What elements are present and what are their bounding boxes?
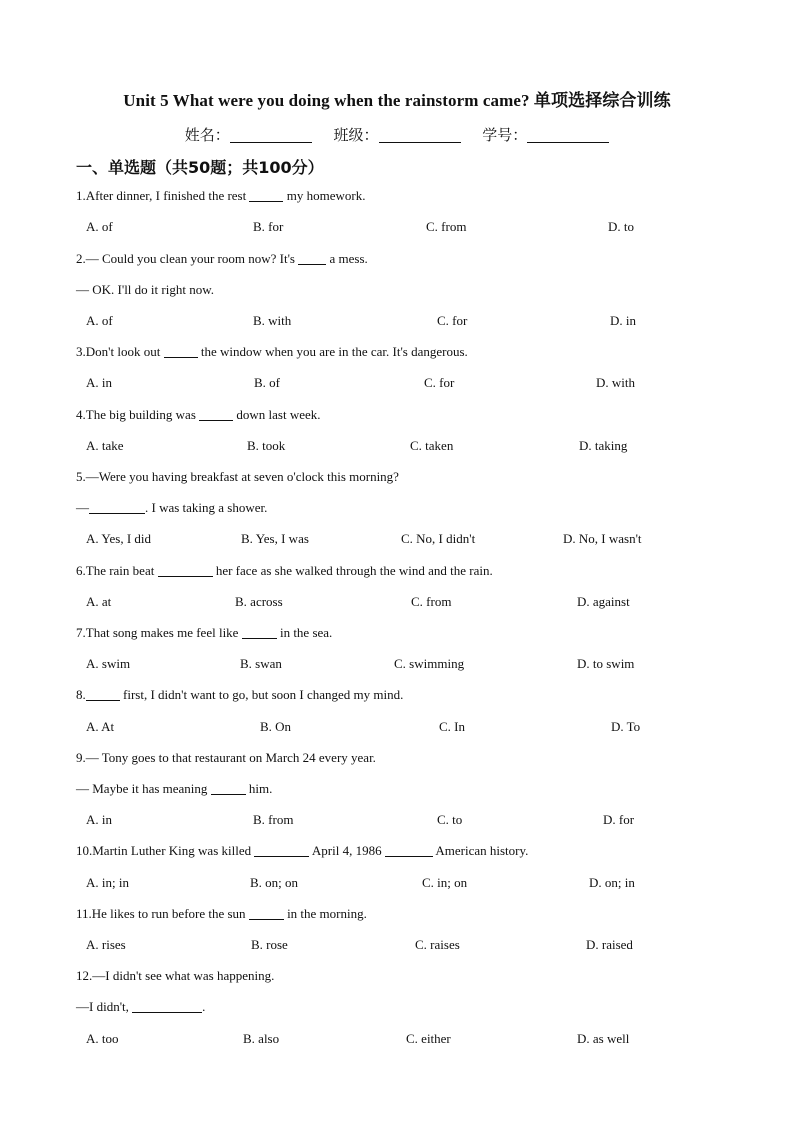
option-c: C. for — [437, 313, 468, 328]
option-b: B. for — [253, 219, 284, 234]
option-b: B. Yes, I was — [241, 531, 309, 546]
option-d: D. taking — [579, 438, 628, 453]
option-a: A. take — [86, 438, 124, 453]
option-c: C. taken — [410, 438, 454, 453]
option-d: D. as well — [577, 1031, 630, 1046]
answer-blank — [385, 844, 433, 857]
option-c: C. swimming — [394, 656, 465, 671]
answer-blank — [249, 189, 283, 202]
option-c: C. either — [406, 1031, 451, 1046]
option-d: D. in — [610, 313, 636, 328]
option-c: C. No, I didn't — [401, 531, 476, 546]
option-a: A. rises — [86, 937, 126, 952]
question-7: 7.That song makes me feel like in the sea. — [76, 625, 333, 640]
question-10: 10.Martin Luther King was killed April 4, 1986 American history. — [76, 843, 529, 858]
question-4: 4.The big building was down last week. — [76, 407, 321, 422]
answer-blank — [158, 564, 213, 577]
question-6: 6.The rain beat her face as she walked through the wind and the rain. — [76, 563, 493, 578]
option-d: D. for — [603, 812, 635, 827]
option-d: D. on; in — [589, 875, 635, 890]
option-a: A. in — [86, 812, 112, 827]
option-c: C. from — [411, 594, 452, 609]
option-a: A. of — [86, 313, 113, 328]
question-8: 8. first, I didn't want to go, but soon I changed my mind. — [76, 687, 404, 702]
option-a: A. Yes, I did — [86, 531, 152, 546]
option-c: C. for — [424, 375, 455, 390]
student-info-row — [0, 124, 794, 145]
option-d: D. No, I wasn't — [563, 531, 642, 546]
option-b: B. also — [243, 1031, 280, 1046]
answer-blank — [298, 252, 326, 265]
number-blank — [527, 128, 609, 143]
option-a: A. At — [86, 719, 115, 734]
option-a: A. of — [86, 219, 113, 234]
option-b: B. took — [247, 438, 286, 453]
option-c: C. to — [437, 812, 463, 827]
question-1: 1.After dinner, I finished the rest my homework. — [76, 188, 366, 203]
option-a: A. in; in — [86, 875, 129, 890]
section-heading: 一、单选题（共50题；共100分） — [76, 158, 324, 177]
question-9-line-2: — Maybe it has meaning him. — [76, 781, 273, 796]
option-a: A. swim — [86, 656, 131, 671]
question-5: 5.—Were you having breakfast at seven o'clock this morning? — [76, 469, 399, 484]
page-title: Unit 5 What were you doing when the rainstorm came? 单项选择综合训练 — [123, 91, 671, 110]
option-b: B. across — [235, 594, 283, 609]
option-a: A. in — [86, 375, 112, 390]
question-5-line-2: — . I was taking a shower. — [76, 500, 268, 515]
option-b: B. of — [254, 375, 280, 390]
answer-blank — [89, 501, 145, 514]
answer-blank — [132, 1000, 202, 1013]
option-c: C. raises — [415, 937, 460, 952]
option-d: D. with — [596, 375, 635, 390]
question-9: 9.— Tony goes to that restaurant on March 24 every year. — [76, 750, 376, 765]
answer-blank — [211, 782, 246, 795]
option-b: B. swan — [240, 656, 282, 671]
question-12-line-2: —I didn't, . — [76, 999, 206, 1014]
name-label: 姓名： — [184, 128, 230, 144]
class-label: 班级： — [333, 128, 379, 144]
option-a: A. too — [86, 1031, 119, 1046]
answer-blank — [254, 844, 309, 857]
name-blank — [230, 128, 312, 143]
option-d: D. to swim — [577, 656, 635, 671]
option-d: D. To — [611, 719, 641, 734]
answer-blank — [164, 345, 198, 358]
question-11: 11.He likes to run before the sun in the morning. — [76, 906, 367, 921]
option-d: D. to — [608, 219, 634, 234]
option-c: C. In — [439, 719, 465, 734]
answer-blank — [86, 688, 120, 701]
answer-blank — [199, 408, 233, 421]
option-c: C. in; on — [422, 875, 468, 890]
option-b: B. on; on — [250, 875, 299, 890]
question-12: 12.—I didn't see what was happening. — [76, 968, 275, 983]
option-d: D. against — [577, 594, 630, 609]
option-c: C. from — [426, 219, 467, 234]
option-d: D. raised — [586, 937, 633, 952]
option-b: B. rose — [251, 937, 288, 952]
question-2: 2.— Could you clean your room now? It's a mess. — [76, 251, 368, 266]
option-b: B. with — [253, 313, 292, 328]
option-a: A. at — [86, 594, 112, 609]
class-blank — [379, 128, 461, 143]
question-2-line-2: — OK. I'll do it right now. — [76, 282, 214, 297]
number-label: 学号： — [482, 128, 528, 144]
question-3: 3.Don't look out the window when you are in the car. It's dangerous. — [76, 344, 468, 359]
option-b: B. On — [260, 719, 292, 734]
option-b: B. from — [253, 812, 294, 827]
answer-blank — [242, 626, 277, 639]
answer-blank — [249, 907, 284, 920]
